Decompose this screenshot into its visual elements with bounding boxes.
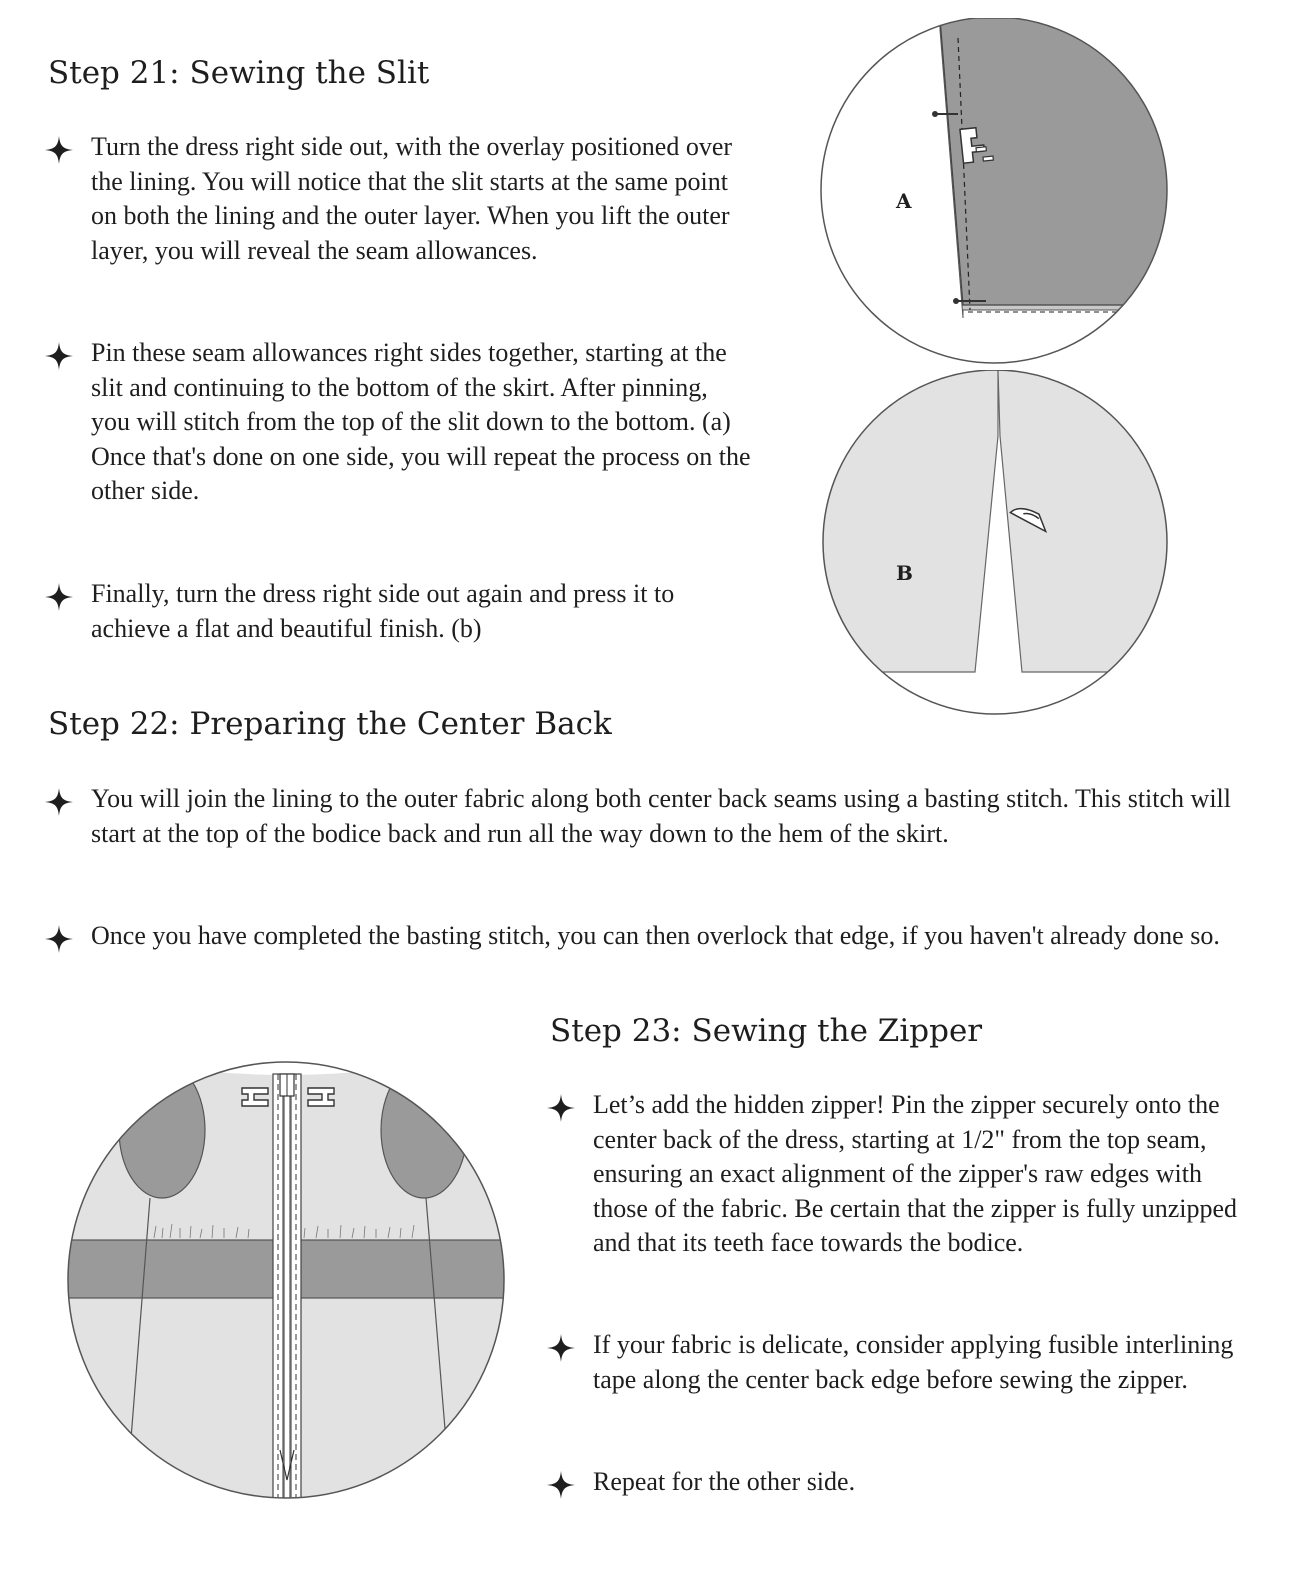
bullet-text: Pin these seam allowances right sides together, starting at the slit and continuing to the bottom of the skirt. After pinning, you will stitch from the top of the slit down to the bottom. (a) Once that's done on one side, you will repeat the process on the other side. <box>91 338 751 506</box>
bullet-star-icon <box>44 341 74 371</box>
figure-a-label: A <box>896 189 912 213</box>
bullet-text: Finally, turn the dress right side out again and press it to achieve a flat and beautiful finish. (b) <box>91 579 675 643</box>
step-21-bullet-2 <box>91 336 751 509</box>
figure-b-label: B <box>896 561 913 585</box>
bullet-star-icon <box>546 1470 576 1500</box>
figure-a-seam-stitching <box>818 18 1178 368</box>
step-21-bullet-3 <box>91 577 751 646</box>
step-21-heading: Step 21: Sewing the Slit <box>48 55 430 91</box>
bullet-text: Let’s add the hidden zipper! Pin the zipper securely onto the center back of the dress, starting at 1/2" from the top seam, ensuring an exact alignment of the zipper's raw edges with those of the fabric. Be certain that the zipper is fully unzipped and that its teeth face towards the bodice. <box>593 1090 1237 1258</box>
bullet-star-icon <box>44 924 74 954</box>
bullet-text: Once you have completed the basting stitch, you can then overlock that edge, if you haven't already done so. <box>91 921 1220 950</box>
bullet-text: You will join the lining to the outer fabric along both center back seams using a basting stitch. This stitch will start at the top of the bodice back and run all the way down to the hem of the skirt. <box>91 784 1231 848</box>
step-22-bullet-2 <box>91 919 1241 954</box>
figure-c-zipper-back <box>66 1060 508 1502</box>
step-21-bullet-1 <box>91 130 751 268</box>
bullet-star-icon <box>44 582 74 612</box>
bullet-text: Turn the dress right side out, with the overlay positioned over the lining. You will notice that the slit starts at the same point on both the lining and the outer layer. When you lift the outer layer, you will reveal the seam allowances. <box>91 132 733 265</box>
bullet-star-icon <box>44 135 74 165</box>
bullet-star-icon <box>44 787 74 817</box>
bullet-star-icon <box>546 1093 576 1123</box>
step-23-bullet-1 <box>593 1088 1253 1261</box>
figure-b-pressed-slit <box>818 370 1174 720</box>
step-23-bullet-2 <box>593 1328 1253 1397</box>
step-22-heading: Step 22: Preparing the Center Back <box>48 706 612 742</box>
bullet-text: If your fabric is delicate, consider applying fusible interlining tape along the center back edge before sewing the zipper. <box>593 1330 1234 1394</box>
step-23-heading: Step 23: Sewing the Zipper <box>550 1013 983 1049</box>
step-23-bullet-3 <box>593 1465 1253 1500</box>
bullet-star-icon <box>546 1333 576 1363</box>
step-22-bullet-1 <box>91 782 1241 851</box>
bullet-text: Repeat for the other side. <box>593 1467 856 1496</box>
